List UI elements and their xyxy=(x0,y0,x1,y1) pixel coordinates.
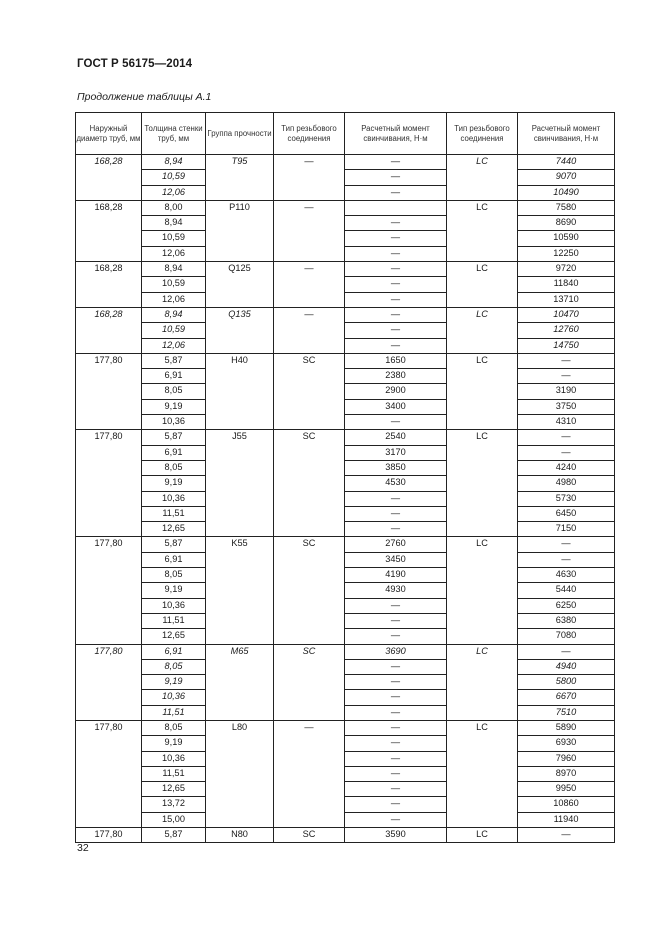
cell-makeup-torque-1: — xyxy=(345,231,447,246)
cell-thread-type-2: LC xyxy=(447,307,518,353)
table-row xyxy=(76,231,615,246)
cell-thread-type-1: — xyxy=(274,720,345,827)
cell-makeup-torque-2: 11940 xyxy=(518,812,615,827)
cell-wall-thickness: 11,51 xyxy=(142,705,206,720)
cell-makeup-torque-2: 4940 xyxy=(518,659,615,674)
cell-wall-thickness: 8,94 xyxy=(142,262,206,277)
cell-wall-thickness: 9,19 xyxy=(142,399,206,414)
table-row xyxy=(76,445,615,460)
cell-thread-type-2: LC xyxy=(447,828,518,843)
cell-makeup-torque-1: — xyxy=(345,736,447,751)
cell-outer-diameter: 168,28 xyxy=(76,200,142,261)
table-row xyxy=(76,399,615,414)
cell-makeup-torque-1: — xyxy=(345,629,447,644)
table-row xyxy=(76,766,615,781)
cell-makeup-torque-2: 4980 xyxy=(518,476,615,491)
cell-makeup-torque-1 xyxy=(345,200,447,215)
table-row xyxy=(76,155,615,170)
cell-makeup-torque-1: — xyxy=(345,598,447,613)
cell-wall-thickness: 10,36 xyxy=(142,598,206,613)
table-row xyxy=(76,675,615,690)
cell-makeup-torque-1: — xyxy=(345,720,447,735)
cell-makeup-torque-2: 8690 xyxy=(518,216,615,231)
cell-makeup-torque-1: — xyxy=(345,766,447,781)
cell-wall-thickness: 8,94 xyxy=(142,155,206,170)
cell-makeup-torque-1: — xyxy=(345,323,447,338)
table-row xyxy=(76,644,615,659)
cell-thread-type-2: LC xyxy=(447,720,518,827)
cell-makeup-torque-2: 6250 xyxy=(518,598,615,613)
table-row xyxy=(76,307,615,322)
cell-makeup-torque-1: — xyxy=(345,613,447,628)
table-row xyxy=(76,690,615,705)
cell-makeup-torque-2: 3190 xyxy=(518,384,615,399)
cell-wall-thickness: 10,59 xyxy=(142,231,206,246)
cell-makeup-torque-2: 3750 xyxy=(518,399,615,414)
table-row xyxy=(76,323,615,338)
cell-makeup-torque-2: 14750 xyxy=(518,338,615,353)
cell-strength-group: J55 xyxy=(206,430,274,537)
cell-makeup-torque-1: — xyxy=(345,797,447,812)
cell-strength-group: N80 xyxy=(206,828,274,843)
cell-wall-thickness: 12,65 xyxy=(142,629,206,644)
cell-wall-thickness: 12,06 xyxy=(142,292,206,307)
document-header: ГОСТ Р 56175—2014 xyxy=(77,58,193,70)
cell-outer-diameter: 177,80 xyxy=(76,537,142,644)
cell-wall-thickness: 11,51 xyxy=(142,613,206,628)
cell-makeup-torque-1: 4190 xyxy=(345,568,447,583)
table-row xyxy=(76,552,615,567)
cell-makeup-torque-2: — xyxy=(518,445,615,460)
cell-makeup-torque-1: — xyxy=(345,782,447,797)
table-row xyxy=(76,522,615,537)
cell-makeup-torque-1: — xyxy=(345,690,447,705)
cell-makeup-torque-1: — xyxy=(345,522,447,537)
table-row xyxy=(76,369,615,384)
table-row xyxy=(76,720,615,735)
cell-wall-thickness: 12,06 xyxy=(142,185,206,200)
cell-strength-group: H40 xyxy=(206,353,274,429)
cell-makeup-torque-2: — xyxy=(518,828,615,843)
table-row xyxy=(76,277,615,292)
cell-wall-thickness: 10,36 xyxy=(142,690,206,705)
cell-makeup-torque-1: 3690 xyxy=(345,644,447,659)
cell-makeup-torque-1: — xyxy=(345,277,447,292)
table-row xyxy=(76,782,615,797)
cell-makeup-torque-1: — xyxy=(345,751,447,766)
cell-thread-type-1: SC xyxy=(274,644,345,720)
cell-makeup-torque-2: 5730 xyxy=(518,491,615,506)
cell-makeup-torque-1: 1650 xyxy=(345,353,447,368)
cell-thread-type-1: — xyxy=(274,200,345,261)
cell-outer-diameter: 177,80 xyxy=(76,430,142,537)
cell-makeup-torque-1: — xyxy=(345,185,447,200)
cell-makeup-torque-2: — xyxy=(518,430,615,445)
cell-thread-type-1: SC xyxy=(274,430,345,537)
table-row xyxy=(76,384,615,399)
cell-makeup-torque-2: 6380 xyxy=(518,613,615,628)
table-row xyxy=(76,537,615,552)
cell-makeup-torque-2: 6930 xyxy=(518,736,615,751)
table-row xyxy=(76,751,615,766)
cell-makeup-torque-1: — xyxy=(345,705,447,720)
cell-wall-thickness: 11,51 xyxy=(142,506,206,521)
table-row xyxy=(76,506,615,521)
table-row xyxy=(76,185,615,200)
header-wall-thickness: Толщина стенки труб, мм xyxy=(142,113,206,155)
cell-wall-thickness: 13,72 xyxy=(142,797,206,812)
cell-makeup-torque-2: 4630 xyxy=(518,568,615,583)
cell-thread-type-2: LC xyxy=(447,155,518,201)
cell-thread-type-1: SC xyxy=(274,537,345,644)
cell-strength-group: P110 xyxy=(206,200,274,261)
cell-makeup-torque-1: 2760 xyxy=(345,537,447,552)
cell-wall-thickness: 5,87 xyxy=(142,828,206,843)
table-row xyxy=(76,338,615,353)
table-row xyxy=(76,292,615,307)
table-row xyxy=(76,629,615,644)
cell-makeup-torque-2: 11840 xyxy=(518,277,615,292)
cell-makeup-torque-2: 10470 xyxy=(518,307,615,322)
table-row xyxy=(76,659,615,674)
cell-strength-group: T95 xyxy=(206,155,274,201)
table-body xyxy=(76,155,615,843)
header-makeup-torque-2: Расчетный момент свинчивания, Н·м xyxy=(518,113,615,155)
cell-makeup-torque-1: — xyxy=(345,415,447,430)
cell-wall-thickness: 10,59 xyxy=(142,323,206,338)
cell-makeup-torque-2: 7150 xyxy=(518,522,615,537)
cell-makeup-torque-1: — xyxy=(345,659,447,674)
cell-thread-type-1: — xyxy=(274,155,345,201)
cell-wall-thickness: 15,00 xyxy=(142,812,206,827)
table-row xyxy=(76,460,615,475)
cell-thread-type-1: — xyxy=(274,262,345,308)
cell-thread-type-2: LC xyxy=(447,430,518,537)
cell-outer-diameter: 168,28 xyxy=(76,262,142,308)
cell-thread-type-1: SC xyxy=(274,353,345,429)
table-row xyxy=(76,353,615,368)
cell-outer-diameter: 168,28 xyxy=(76,155,142,201)
cell-makeup-torque-2: 8970 xyxy=(518,766,615,781)
cell-makeup-torque-2: 10490 xyxy=(518,185,615,200)
cell-makeup-torque-2: — xyxy=(518,353,615,368)
cell-thread-type-1: — xyxy=(274,307,345,353)
page-number: 32 xyxy=(77,842,89,854)
cell-outer-diameter: 177,80 xyxy=(76,353,142,429)
cell-wall-thickness: 5,87 xyxy=(142,537,206,552)
cell-makeup-torque-2: 10590 xyxy=(518,231,615,246)
cell-makeup-torque-2: — xyxy=(518,369,615,384)
table-row xyxy=(76,246,615,261)
table-row xyxy=(76,491,615,506)
cell-thread-type-2: LC xyxy=(447,262,518,308)
cell-makeup-torque-1: 2900 xyxy=(345,384,447,399)
cell-makeup-torque-1: 2540 xyxy=(345,430,447,445)
cell-strength-group: Q135 xyxy=(206,307,274,353)
cell-wall-thickness: 8,94 xyxy=(142,307,206,322)
cell-makeup-torque-2: 6450 xyxy=(518,506,615,521)
cell-makeup-torque-2: 9950 xyxy=(518,782,615,797)
cell-wall-thickness: 6,91 xyxy=(142,369,206,384)
cell-makeup-torque-2: — xyxy=(518,552,615,567)
cell-makeup-torque-1: — xyxy=(345,506,447,521)
cell-wall-thickness: 9,19 xyxy=(142,675,206,690)
table-row xyxy=(76,170,615,185)
table-row xyxy=(76,262,615,277)
table-row xyxy=(76,828,615,843)
table-row xyxy=(76,613,615,628)
table-row xyxy=(76,216,615,231)
cell-makeup-torque-1: — xyxy=(345,216,447,231)
cell-wall-thickness: 6,91 xyxy=(142,445,206,460)
cell-thread-type-2: LC xyxy=(447,353,518,429)
cell-wall-thickness: 9,19 xyxy=(142,736,206,751)
cell-makeup-torque-2: 5440 xyxy=(518,583,615,598)
cell-wall-thickness: 5,87 xyxy=(142,353,206,368)
header-thread-type-1: Тип резьбового соединения xyxy=(274,113,345,155)
table-row xyxy=(76,736,615,751)
cell-makeup-torque-1: 2380 xyxy=(345,369,447,384)
cell-wall-thickness: 12,06 xyxy=(142,246,206,261)
cell-makeup-torque-1: 3590 xyxy=(345,828,447,843)
cell-makeup-torque-1: 4930 xyxy=(345,583,447,598)
cell-wall-thickness: 10,36 xyxy=(142,751,206,766)
cell-outer-diameter: 177,80 xyxy=(76,720,142,827)
cell-wall-thickness: 8,05 xyxy=(142,659,206,674)
table-row xyxy=(76,583,615,598)
cell-makeup-torque-1: — xyxy=(345,338,447,353)
cell-strength-group: M65 xyxy=(206,644,274,720)
header-outer-diameter: Наружный диаметр труб, мм xyxy=(76,113,142,155)
cell-thread-type-1: SC xyxy=(274,828,345,843)
cell-thread-type-2: LC xyxy=(447,644,518,720)
header-makeup-torque-1: Расчетный момент свинчивания, Н·м xyxy=(345,113,447,155)
header-strength-group: Группа прочности xyxy=(206,113,274,155)
cell-makeup-torque-1: — xyxy=(345,292,447,307)
table-row xyxy=(76,705,615,720)
cell-wall-thickness: 9,19 xyxy=(142,476,206,491)
cell-makeup-torque-1: — xyxy=(345,170,447,185)
cell-makeup-torque-1: 3450 xyxy=(345,552,447,567)
cell-wall-thickness: 8,05 xyxy=(142,460,206,475)
header-thread-type-2: Тип резьбового соединения xyxy=(447,113,518,155)
cell-wall-thickness: 6,91 xyxy=(142,644,206,659)
cell-outer-diameter: 177,80 xyxy=(76,828,142,843)
cell-wall-thickness: 10,36 xyxy=(142,415,206,430)
cell-makeup-torque-2: 13710 xyxy=(518,292,615,307)
cell-wall-thickness: 12,65 xyxy=(142,522,206,537)
cell-wall-thickness: 12,06 xyxy=(142,338,206,353)
cell-thread-type-2: LC xyxy=(447,537,518,644)
cell-makeup-torque-1: — xyxy=(345,155,447,170)
table-row xyxy=(76,430,615,445)
cell-outer-diameter: 177,80 xyxy=(76,644,142,720)
table-caption: Продолжение таблицы А.1 xyxy=(77,91,212,103)
cell-wall-thickness: 5,87 xyxy=(142,430,206,445)
cell-makeup-torque-1: — xyxy=(345,812,447,827)
cell-makeup-torque-2: 4310 xyxy=(518,415,615,430)
cell-makeup-torque-1: — xyxy=(345,491,447,506)
cell-wall-thickness: 8,05 xyxy=(142,568,206,583)
cell-makeup-torque-2: 12250 xyxy=(518,246,615,261)
table-row xyxy=(76,598,615,613)
cell-makeup-torque-2: — xyxy=(518,644,615,659)
cell-makeup-torque-2: 9720 xyxy=(518,262,615,277)
table-row xyxy=(76,797,615,812)
cell-wall-thickness: 8,05 xyxy=(142,384,206,399)
cell-makeup-torque-1: 3400 xyxy=(345,399,447,414)
cell-makeup-torque-2: 7510 xyxy=(518,705,615,720)
cell-makeup-torque-1: 3850 xyxy=(345,460,447,475)
cell-makeup-torque-1: — xyxy=(345,675,447,690)
cell-makeup-torque-2: 10860 xyxy=(518,797,615,812)
cell-makeup-torque-2: 5800 xyxy=(518,675,615,690)
cell-wall-thickness: 10,36 xyxy=(142,491,206,506)
cell-makeup-torque-2: 5890 xyxy=(518,720,615,735)
table-row xyxy=(76,200,615,215)
cell-makeup-torque-2: 12760 xyxy=(518,323,615,338)
cell-makeup-torque-2: 6670 xyxy=(518,690,615,705)
cell-wall-thickness: 6,91 xyxy=(142,552,206,567)
cell-wall-thickness: 12,65 xyxy=(142,782,206,797)
cell-thread-type-2: LC xyxy=(447,200,518,261)
data-table xyxy=(75,112,615,843)
cell-makeup-torque-1: — xyxy=(345,246,447,261)
cell-wall-thickness: 8,00 xyxy=(142,200,206,215)
table-row xyxy=(76,415,615,430)
cell-wall-thickness: 8,94 xyxy=(142,216,206,231)
cell-wall-thickness: 10,59 xyxy=(142,170,206,185)
cell-makeup-torque-2: 7080 xyxy=(518,629,615,644)
cell-makeup-torque-2: 4240 xyxy=(518,460,615,475)
cell-makeup-torque-1: — xyxy=(345,262,447,277)
cell-strength-group: L80 xyxy=(206,720,274,827)
header-row xyxy=(76,113,615,155)
cell-makeup-torque-2: — xyxy=(518,537,615,552)
cell-wall-thickness: 11,51 xyxy=(142,766,206,781)
table-row xyxy=(76,476,615,491)
cell-makeup-torque-1: — xyxy=(345,307,447,322)
cell-makeup-torque-2: 7580 xyxy=(518,200,615,215)
cell-wall-thickness: 9,19 xyxy=(142,583,206,598)
cell-strength-group: K55 xyxy=(206,537,274,644)
table-row xyxy=(76,812,615,827)
cell-makeup-torque-2: 7960 xyxy=(518,751,615,766)
cell-wall-thickness: 8,05 xyxy=(142,720,206,735)
cell-strength-group: Q125 xyxy=(206,262,274,308)
cell-makeup-torque-1: 3170 xyxy=(345,445,447,460)
cell-wall-thickness: 10,59 xyxy=(142,277,206,292)
table-row xyxy=(76,568,615,583)
cell-makeup-torque-2: 7440 xyxy=(518,155,615,170)
cell-makeup-torque-1: 4530 xyxy=(345,476,447,491)
cell-makeup-torque-2: 9070 xyxy=(518,170,615,185)
cell-outer-diameter: 168,28 xyxy=(76,307,142,353)
